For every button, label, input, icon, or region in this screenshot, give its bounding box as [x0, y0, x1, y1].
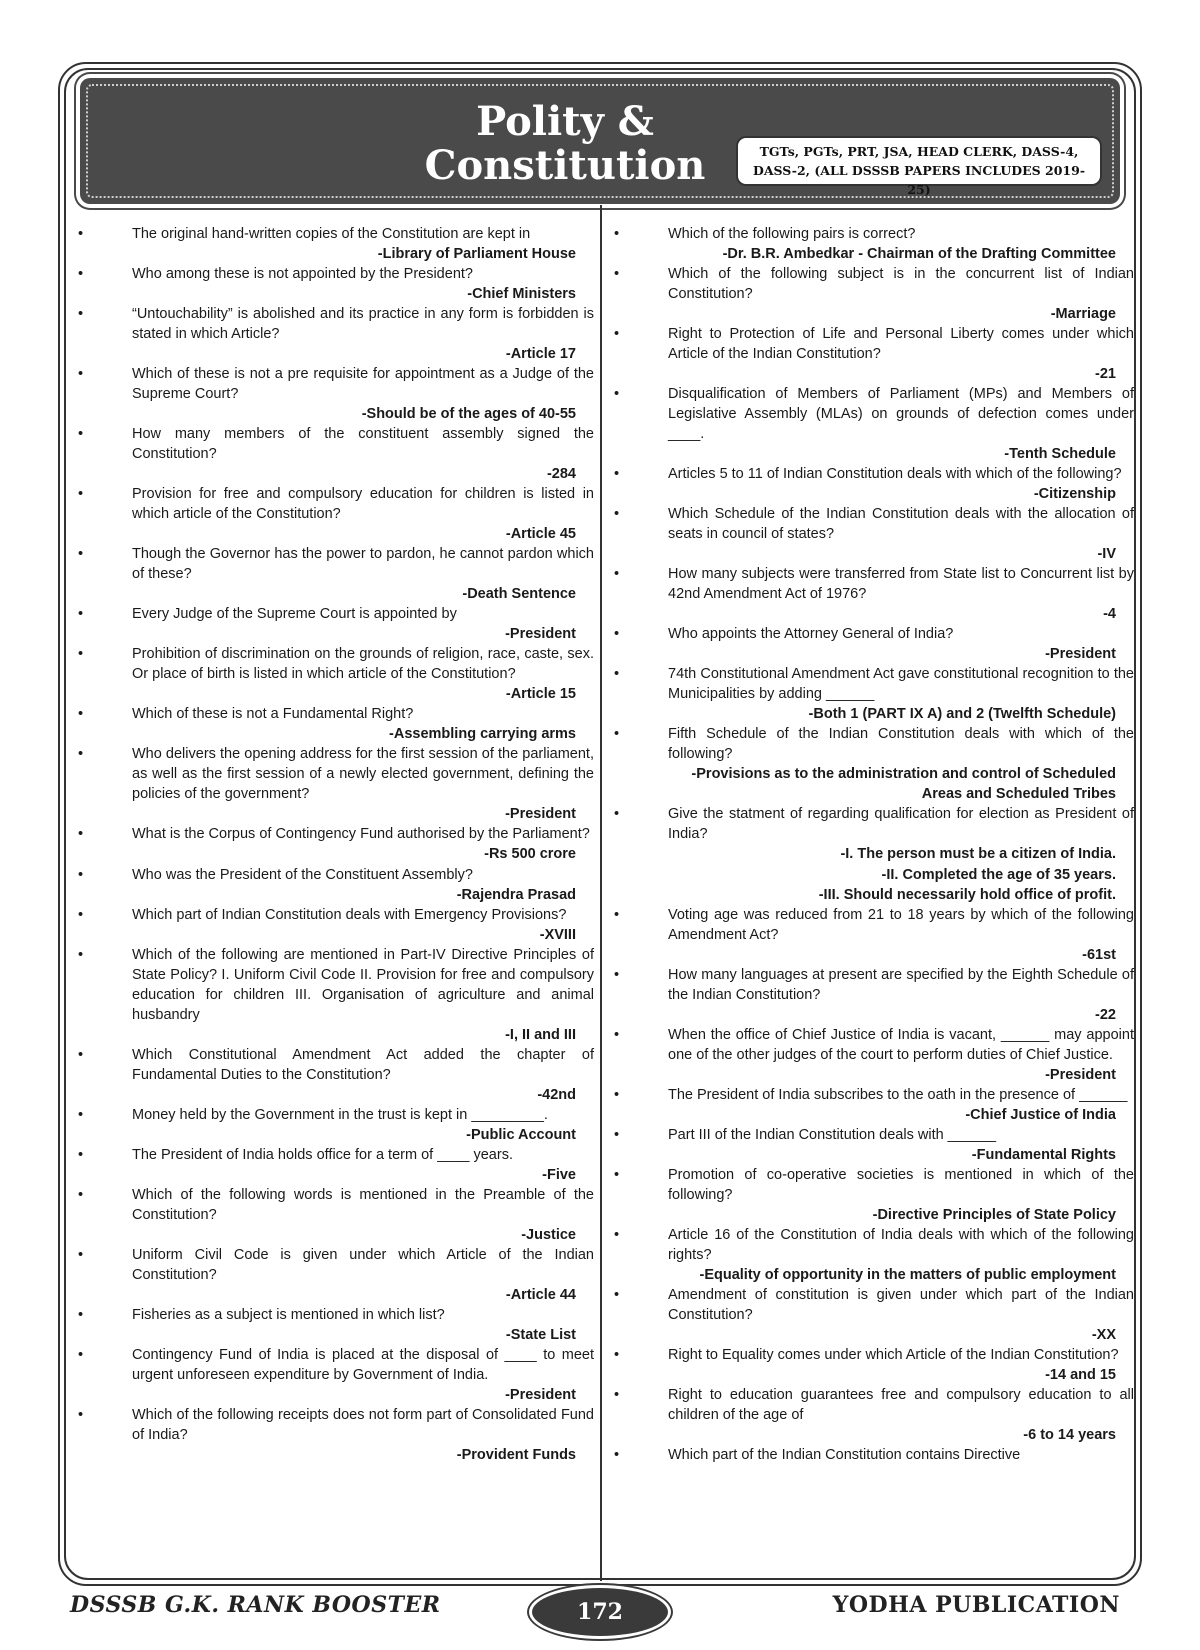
answer-text: -Library of Parliament House — [377, 246, 576, 263]
question-text: Prohibition of discrimination on the grounds of religion, race, caste, sex. Or place of birth is listed in which article of the Constitution? — [132, 646, 594, 683]
question-item — [606, 1225, 1134, 1285]
question-item — [70, 1345, 594, 1405]
answer-text: -Tenth Schedule — [1004, 446, 1116, 463]
question-text: Part III of the Indian Constitution deals with ______ — [668, 1126, 997, 1143]
question-item — [70, 604, 594, 644]
question-item — [70, 744, 594, 824]
question-text: Money held by the Government in the trust is kept in _________. — [132, 1106, 548, 1123]
question-item — [70, 865, 594, 905]
bullet-icon: • — [614, 1286, 620, 1303]
question-text: Right to education guarantees free and compulsory education to all children of the age of — [668, 1386, 1134, 1423]
question-item — [70, 704, 594, 744]
bullet-icon: • — [614, 266, 620, 283]
question-item — [70, 905, 594, 945]
question-item — [70, 424, 594, 484]
question-item — [606, 324, 1134, 384]
question-item — [606, 1385, 1134, 1445]
answer-text: -III. Should necessarily hold office of profit. — [818, 886, 1116, 903]
answer-text: -State List — [505, 1326, 576, 1343]
question-text: The original hand-written copies of the Constitution are kept in — [132, 226, 531, 242]
answer-text: -Provident Funds — [456, 1446, 576, 1463]
answer-text: -Death Sentence — [462, 586, 576, 603]
right-column — [606, 224, 1134, 1465]
bullet-icon: • — [614, 466, 620, 483]
question-text: Which of the following subject is in the concurrent list of Indian Constitution? — [668, 266, 1134, 303]
question-item — [606, 1085, 1134, 1125]
question-item — [70, 1105, 594, 1145]
question-item — [70, 544, 594, 604]
question-item — [606, 1345, 1134, 1385]
bullet-icon: • — [78, 486, 84, 503]
question-item — [606, 264, 1134, 324]
answer-text: -61st — [1082, 946, 1116, 963]
bullet-icon: • — [614, 726, 620, 743]
answer-text: -I. The person must be a citizen of India. — [840, 846, 1116, 863]
question-text: Which Constitutional Amendment Act added the chapter of Fundamental Duties to the Constitution? — [132, 1046, 594, 1083]
question-text: Who delivers the opening address for the first session of the parliament, as well as the first session of a newly elected government, defining the policies of the government? — [132, 746, 594, 803]
question-item — [70, 1045, 594, 1105]
question-text: Who was the President of the Constituent Assembly? — [132, 866, 473, 883]
question-item — [70, 364, 594, 424]
question-item — [606, 1125, 1134, 1165]
question-text: Fifth Schedule of the Indian Constitution deals with which of the following? — [668, 726, 1134, 763]
bullet-icon: • — [78, 306, 84, 323]
question-item — [606, 664, 1134, 724]
question-text: Contingency Fund of India is placed at the disposal of ____ to meet urgent unforeseen expenditure by Government of India. — [132, 1346, 594, 1383]
bullet-icon: • — [614, 906, 620, 923]
answer-text: -President — [505, 806, 576, 823]
question-text: Provision for free and compulsory education for children is listed in which article of the Constitution? — [132, 486, 594, 523]
answer-text: -Dr. B.R. Ambedkar - Chairman of the Drafting Committee — [722, 246, 1116, 263]
question-item — [70, 1145, 594, 1185]
answer-text: -Five — [542, 1166, 576, 1183]
answer-text: -President — [1045, 1066, 1116, 1083]
bullet-icon: • — [614, 966, 620, 983]
answer-text: -President — [1045, 646, 1116, 663]
answer-text: -President — [505, 626, 576, 643]
bullet-icon: • — [614, 666, 620, 683]
question-item — [70, 264, 594, 304]
answer-text: -21 — [1095, 366, 1116, 383]
bullet-icon: • — [614, 1226, 620, 1243]
bullet-icon: • — [78, 746, 84, 763]
answer-text: -Assembling carrying arms — [389, 726, 576, 743]
question-item — [70, 1245, 594, 1305]
question-item — [606, 504, 1134, 564]
bullet-icon: • — [614, 1386, 620, 1403]
answer-text: -Article 44 — [505, 1286, 576, 1303]
question-item — [70, 824, 594, 864]
answer-text: -II. Completed the age of 35 years. — [881, 866, 1116, 883]
bullet-icon: • — [614, 1166, 620, 1183]
question-item — [606, 965, 1134, 1025]
answer-text: -XVIII — [539, 926, 576, 943]
question-text: Who among these is not appointed by the President? — [132, 266, 473, 283]
answer-text: -Should be of the ages of 40-55 — [361, 406, 576, 423]
question-text: Which part of the Indian Constitution contains Directive — [668, 1446, 1021, 1463]
question-item — [606, 224, 1134, 264]
answer-text: -Public Account — [466, 1126, 576, 1143]
question-text: Which of the following pairs is correct? — [668, 226, 916, 242]
bullet-icon: • — [614, 226, 620, 242]
bullet-icon: • — [78, 646, 84, 663]
bullet-icon: • — [78, 226, 84, 242]
question-text: Which part of Indian Constitution deals with Emergency Provisions? — [132, 906, 567, 923]
question-item — [70, 945, 594, 1045]
answer-text: -22 — [1095, 1006, 1116, 1023]
answer-text: -IV — [1097, 546, 1116, 563]
question-text: Every Judge of the Supreme Court is appointed by — [132, 606, 457, 623]
question-text: Disqualification of Members of Parliament (MPs) and Members of Legislative Assembly (MLAs) on grounds of defection comes under ____. — [668, 386, 1134, 443]
question-item — [70, 224, 594, 264]
question-text: “Untouchability” is abolished and its practice in any form is forbidden is stated in which Article? — [132, 306, 594, 343]
bullet-icon: • — [614, 1026, 620, 1043]
question-item — [606, 724, 1134, 804]
answer-text: -Article 45 — [505, 526, 576, 543]
question-text: Amendment of constitution is given under which part of the Indian Constitution? — [668, 1286, 1134, 1323]
answer-text: -Article 15 — [505, 686, 576, 703]
answer-text: -Citizenship — [1033, 486, 1116, 503]
answer-text: -Equality of opportunity in the matters of public employment — [699, 1266, 1116, 1283]
bullet-icon: • — [78, 426, 84, 443]
answer-text: -284 — [546, 466, 576, 483]
bullet-icon: • — [78, 1046, 84, 1063]
bullet-icon: • — [614, 1446, 620, 1463]
bullet-icon: • — [614, 626, 620, 643]
question-item — [606, 564, 1134, 624]
question-text: Right to Protection of Life and Personal Liberty comes under which Article of the Indian Constitution? — [668, 326, 1134, 363]
bullet-icon: • — [78, 1186, 84, 1203]
question-text: Article 16 of the Constitution of India deals with which of the following rights? — [668, 1226, 1134, 1263]
question-text: Give the statment of regarding qualification for election as President of India? — [668, 806, 1134, 843]
question-text: How many languages at present are specified by the Eighth Schedule of the Indian Constitution? — [668, 966, 1134, 1003]
answer-text: -4 — [1103, 606, 1116, 623]
answer-text: -Fundamental Rights — [971, 1146, 1116, 1163]
question-text: Which of the following words is mentioned in the Preamble of the Constitution? — [132, 1186, 594, 1223]
question-text: Fisheries as a subject is mentioned in which list? — [132, 1306, 445, 1323]
question-item — [606, 464, 1134, 504]
bullet-icon: • — [78, 1346, 84, 1363]
question-item — [70, 484, 594, 544]
question-item — [606, 384, 1134, 464]
question-text: Which of the following receipts does not form part of Consolidated Fund of India? — [132, 1406, 594, 1443]
question-item — [70, 1185, 594, 1245]
footer-publisher: YODHA PUBLICATION — [832, 1592, 1120, 1618]
bullet-icon: • — [78, 366, 84, 383]
question-text: Uniform Civil Code is given under which Article of the Indian Constitution? — [132, 1246, 594, 1283]
bullet-icon: • — [614, 806, 620, 823]
bullet-icon: • — [78, 906, 84, 923]
question-item — [70, 1405, 594, 1465]
page-title — [400, 100, 730, 188]
question-item — [70, 304, 594, 364]
bullet-icon: • — [614, 506, 620, 523]
question-item — [70, 1305, 594, 1345]
bullet-icon: • — [78, 606, 84, 623]
question-text: How many members of the constituent assembly signed the Constitution? — [132, 426, 594, 463]
question-text: The President of India holds office for a term of ____ years. — [132, 1146, 513, 1163]
exam-tag: TGTs, PGTs, PRT, JSA, HEAD CLERK, DASS-4, DASS-2, (ALL DSSSB PAPERS INCLUDES 2019-25) — [736, 136, 1102, 186]
bullet-icon: • — [78, 1406, 84, 1423]
bullet-icon: • — [78, 826, 84, 843]
answer-text: -Both 1 (PART IX A) and 2 (Twelfth Schedule) — [808, 706, 1116, 723]
answer-text: -Provisions as to the administration and control of Scheduled Areas and Scheduled Tribes — [691, 766, 1116, 803]
question-item — [606, 905, 1134, 965]
bullet-icon: • — [78, 546, 84, 563]
question-text: When the office of Chief Justice of India is vacant, ______ may appoint one of the other judges of the court to perform duties of Chief Justice. — [668, 1026, 1134, 1063]
answer-text: -President — [505, 1386, 576, 1403]
question-item — [606, 1025, 1134, 1085]
bullet-icon: • — [614, 1086, 620, 1103]
question-item — [606, 804, 1134, 904]
question-text: Right to Equality comes under which Article of the Indian Constitution? — [668, 1346, 1119, 1363]
answer-text: -14 and 15 — [1045, 1366, 1116, 1383]
title-line-1: Polity & — [476, 98, 654, 145]
answer-text: -Directive Principles of State Policy — [872, 1206, 1116, 1223]
bullet-icon: • — [614, 326, 620, 343]
title-line-2: Constitution — [424, 142, 706, 189]
question-text: The President of India subscribes to the oath in the presence of ______ — [668, 1086, 1128, 1103]
answer-text: -XX — [1091, 1326, 1116, 1343]
answer-text: -Chief Justice of India — [965, 1106, 1116, 1123]
question-item — [606, 1445, 1134, 1465]
question-text: Which of these is not a pre requisite for appointment as a Judge of the Supreme Court? — [132, 366, 594, 403]
bullet-icon: • — [78, 1246, 84, 1263]
question-text: Articles 5 to 11 of Indian Constitution deals with which of the following? — [668, 466, 1122, 483]
answer-text: -Justice — [521, 1226, 576, 1243]
question-text: Which of the following are mentioned in Part-IV Directive Principles of State Policy? I. Uniform Civil Code II. Provision for free and compulsory education for children III. Organisation of agriculture and animal husbandry — [132, 946, 594, 1023]
bullet-icon: • — [78, 706, 84, 723]
question-text: Though the Governor has the power to pardon, he cannot pardon which of these? — [132, 546, 594, 583]
question-text: Which Schedule of the Indian Constitution deals with the allocation of seats in council of states? — [668, 506, 1134, 543]
answer-text: -Article 17 — [505, 346, 576, 363]
question-text: How many subjects were transferred from State list to Concurrent list by 42nd Amendment Act of 1976? — [668, 566, 1134, 603]
question-text: Who appoints the Attorney General of India? — [668, 626, 954, 643]
bullet-icon: • — [78, 946, 84, 963]
left-column — [70, 224, 594, 1465]
question-text: Voting age was reduced from 21 to 18 years by which of the following Amendment Act? — [668, 906, 1134, 943]
question-item — [606, 1285, 1134, 1345]
question-item — [606, 1165, 1134, 1225]
answer-text: -Rajendra Prasad — [456, 886, 576, 903]
answer-text: -Marriage — [1050, 306, 1116, 323]
bullet-icon: • — [78, 866, 84, 883]
answer-text: -42nd — [537, 1086, 576, 1103]
bullet-icon: • — [614, 1346, 620, 1363]
question-text: Promotion of co-operative societies is mentioned in which of the following? — [668, 1166, 1134, 1203]
bullet-icon: • — [614, 566, 620, 583]
bullet-icon: • — [614, 1126, 620, 1143]
bullet-icon: • — [78, 1106, 84, 1123]
footer-book-title: DSSSB G.K. RANK BOOSTER — [70, 1592, 441, 1618]
bullet-icon: • — [78, 1146, 84, 1163]
page-number: 172 — [532, 1588, 668, 1636]
question-text: What is the Corpus of Contingency Fund authorised by the Parliament? — [132, 826, 590, 843]
answer-text: -Chief Ministers — [467, 286, 576, 303]
bullet-icon: • — [614, 386, 620, 403]
question-text: 74th Constitutional Amendment Act gave constitutional recognition to the Municipalities by adding ______ — [668, 666, 1134, 703]
bullet-icon: • — [78, 1306, 84, 1323]
answer-text: -6 to 14 years — [1023, 1426, 1116, 1443]
question-item — [70, 644, 594, 704]
question-item — [606, 624, 1134, 664]
column-divider — [600, 205, 602, 1581]
question-text: Which of these is not a Fundamental Right? — [132, 706, 414, 723]
answer-text: -I, II and III — [505, 1026, 576, 1043]
bullet-icon: • — [78, 266, 84, 283]
answer-text: -Rs 500 crore — [484, 846, 576, 863]
